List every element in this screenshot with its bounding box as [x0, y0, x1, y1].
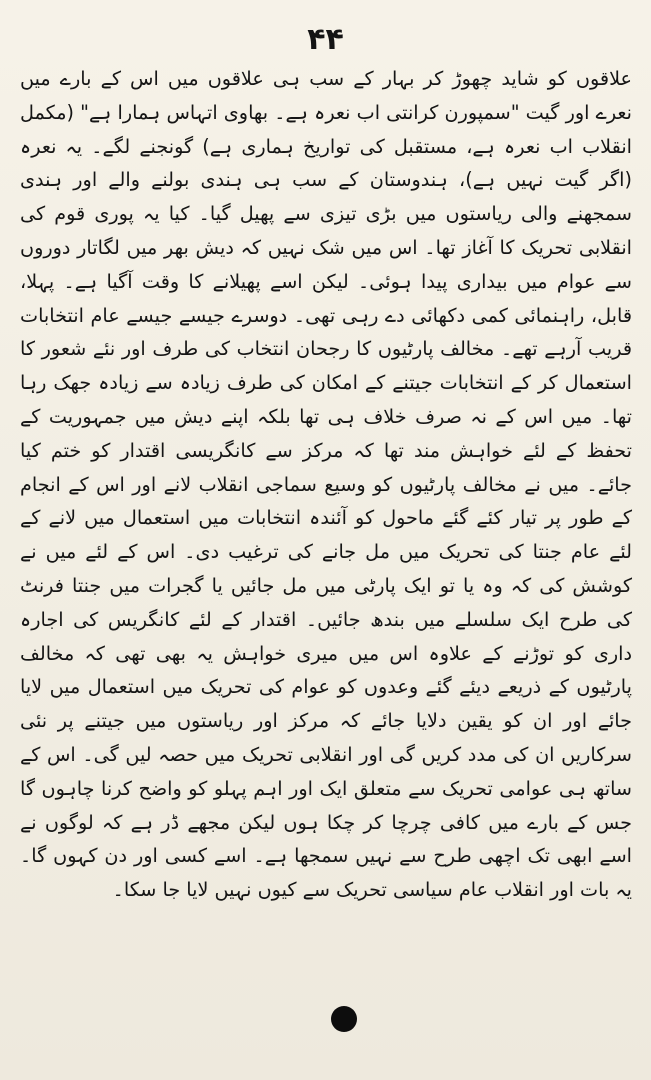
page-number: ۴۴	[307, 22, 344, 57]
end-of-text-dot	[331, 1006, 357, 1032]
body-paragraph: علاقوں کو شاید چھوڑ کر بہار کے سب ہی علاقوں میں اس کے بارے میں نعرے اور گیت "سمپورن کرانتی اب نعرہ ہے۔ بھاوی اتہاس ہمارا ہے" (مکمل انقلاب اب نعرہ ہے، مستقبل کی تواریخ ہماری ہے) گونجنے لگے۔ یہ نعرہ (اگر گیت نہیں ہے)، ہندوستان کے سب ہی ہندی بولنے والے اور ہندی سمجھنے والی ریاستوں میں بڑی تیزی سے پھیل گیا۔ کیا یہ پوری قوم کی انقلابی تحریک کا آغاز تھا۔ اس میں شک نہیں کہ دیش بھر میں لگاتار دوروں سے عوام میں بیداری پیدا ہوئی۔ لیکن اسے پھیلانے کا وقت آگیا ہے۔ پہلا، قابل، راہنمائی کمی دکھائی دے رہی تھی۔ دوسرے جیسے جیسے عام انتخابات قریب آرہے تھے۔ مخالف پارٹیوں کا رجحان انتخاب کی طرف اور نئے شعور کا استعمال کر کے انتخابات جیتنے کے امکان کی طرف زیادہ سے زیادہ جھک رہا تھا۔ میں اس کے نہ صرف خلاف ہی تھا بلکہ اپنے دیش میں جمہوریت کے تحفظ کے لئے خواہش مند تھا کہ مرکز سے کانگریسی اقتدار کو ختم کیا جائے۔ میں نے مخالف پارٹیوں کو وسیع سماجی انقلاب لانے اور اس کے انجام کے طور پر تیار کئے گئے ماحول کو آئندہ انتخابات میں استعمال میں لانے کے لئے عام جنتا کی تحریک میں مل جانے کی ترغیب دی۔ اس کے لئے میں نے کوشش کی کہ وہ یا تو ایک پارٹی میں مل جائیں یا گجرات میں جنتا فرنٹ کی طرح ایک سلسلے میں بندھ جائیں۔ اقتدار کے لئے کانگریس کی اجارہ داری کو توڑنے کے علاوہ اس میں میری خواہش یہ بھی تھی کہ مخالف پارٹیوں کے ذریعے دیئے گئے وعدوں کو عوام کی تحریک میں استعمال میں لایا جائے اور ان کو یقین دلایا جائے کہ مرکز اور ریاستوں میں جیتنے پر نئی سرکاریں ان کی مدد کریں گی اور انقلابی تحریک میں حصہ لیں گی۔ اس کے ساتھ ہی عوامی تحریک سے متعلق ایک اور اہم پہلو کو واضح کرنا چاہوں گا جس کے بارے میں کافی چرچا کر چکا ہوں لیکن مجھے ڈر ہے کہ لوگوں نے اسے ابھی تک اچھی طرح سے نہیں سمجھا ہے۔ اسے کسی اور دن کہوں گا۔ یہ بات اور انقلاب عام سیاسی تحریک سے کیوں نہیں لایا جا سکا۔	[20, 67, 632, 902]
